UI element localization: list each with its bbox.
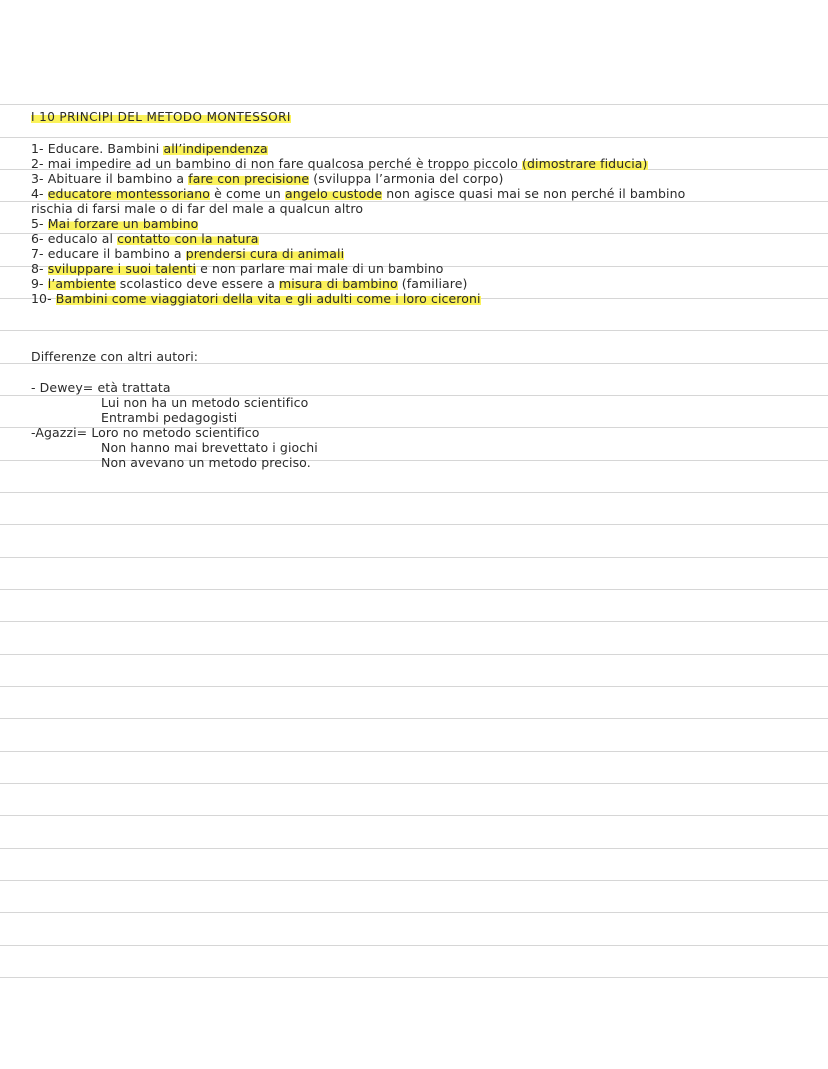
dewey-note: Entrambi pedagogisti: [101, 410, 238, 425]
list-item: 3- Abituare il bambino a fare con precisione (sviluppa l’armonia del corpo): [31, 171, 504, 186]
list-item: 1- Educare. Bambini all’indipendenza: [31, 141, 268, 156]
list-item: 5- Mai forzare un bambino: [31, 216, 199, 231]
agazzi-note: Non avevano un metodo preciso.: [101, 455, 311, 470]
page-title: I 10 PRINCIPI DEL METODO MONTESSORI: [31, 110, 291, 124]
list-item: 9- l’ambiente scolastico deve essere a misura di bambino (familiare): [31, 276, 468, 291]
list-item-continuation: rischia di farsi male o di far del male a qualcun altro: [31, 201, 364, 216]
list-item: 7- educare il bambino a prendersi cura di animali: [31, 246, 345, 261]
list-item: 2- mai impedire ad un bambino di non fare qualcosa perché è troppo piccolo (dimostrare fiducia): [31, 156, 648, 171]
dewey-note: Lui non ha un metodo scientifico: [101, 395, 309, 410]
list-item: 10- Bambini come viaggiatori della vita e gli adulti come i loro ciceroni: [31, 291, 481, 306]
list-item: 6- educalo al contatto con la natura: [31, 231, 259, 246]
agazzi-note: Non hanno mai brevettato i giochi: [101, 440, 318, 455]
list-item: 8- sviluppare i suoi talenti e non parlare mai male di un bambino: [31, 261, 444, 276]
dewey-label: - Dewey= età trattata: [31, 380, 171, 395]
agazzi-label: -Agazzi= Loro no metodo scientifico: [31, 425, 260, 440]
section-heading: Differenze con altri autori:: [31, 349, 199, 364]
list-item: 4- educatore montessoriano è come un angelo custode non agisce quasi mai se non perché il bambino: [31, 186, 686, 201]
